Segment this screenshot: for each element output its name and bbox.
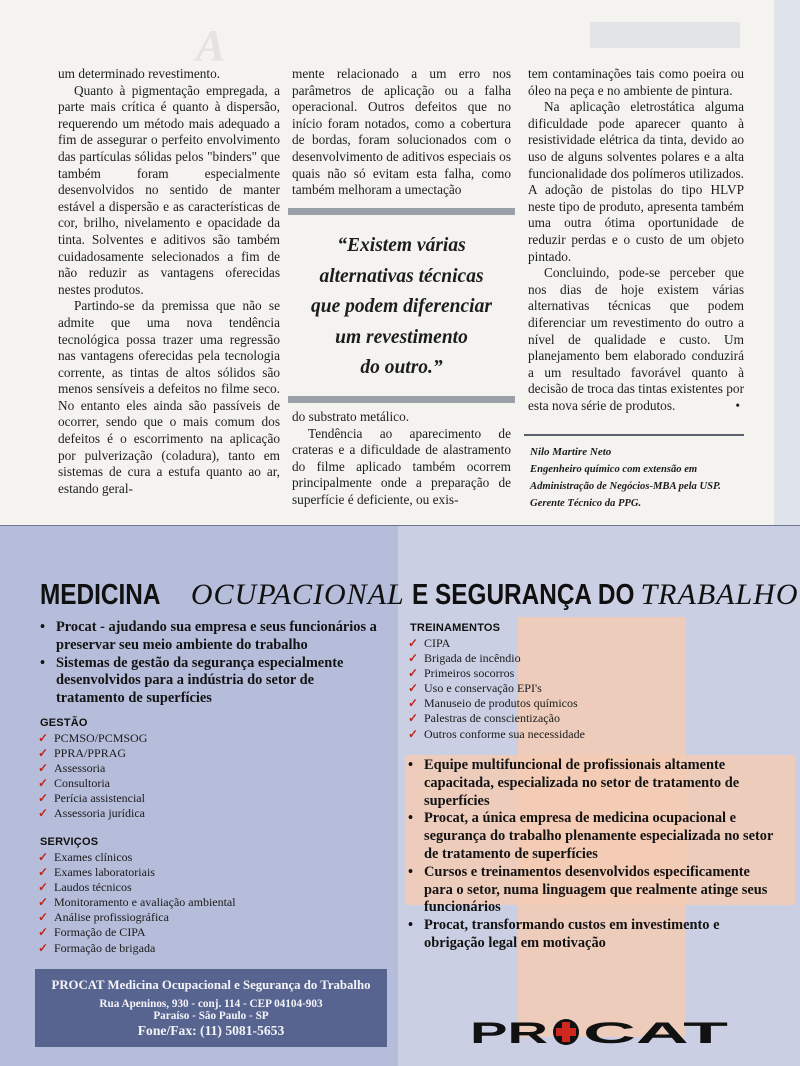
list-item: • Cursos e treinamentos desenvolvidos especificamente para o setor, numa linguagem que realmente atinge seus funcionários <box>406 864 781 917</box>
list-item: ✓ Monitoramento e avaliação ambiental <box>38 895 358 910</box>
address: Rua Apeninos, 930 - conj. 114 - CEP 04104-903 <box>99 998 323 1010</box>
treinamentos-heading: TREINAMENTOS <box>410 622 501 634</box>
svg-text:PR: PR <box>470 1017 549 1047</box>
ad-headline <box>40 577 799 613</box>
article-column-2-continued <box>292 409 511 509</box>
author-role: Gerente Técnico da PPG. <box>530 498 642 509</box>
ad-bullets-right <box>406 757 781 953</box>
list-item: ✓ Consultoria <box>38 776 338 791</box>
article-column-2 <box>292 66 511 199</box>
paragraph: tem contaminações tais como poeira ou óleo na peça e no ambiente de pintura. <box>528 66 744 98</box>
list-item: ✓ Uso e conservação EPI's <box>408 681 728 696</box>
city: Paraíso - São Paulo - SP <box>153 1010 269 1022</box>
list-item: ✓ Assessoria <box>38 761 338 776</box>
list-item: ✓ Perícia assistencial <box>38 791 338 806</box>
ad-bullets-left <box>38 619 378 708</box>
page-edge-strip <box>774 0 800 525</box>
paragraph: Partindo-se da premissa que não se admite que uma nova tendência tecnológica possa trazer uma regressão nas vantagens oferecidas pela tecnologia corrente, as tintas de altos sólidos são menos sensíveis a defeitos no filme seco. No entanto eles ainda são passíveis de ocorrer, sendo que o mais comum dos defeitos é o escorrimento na aplicação por pulverização (coladura), tanto em sistemas de cura a estufa quanto ao ar, estando geral- <box>58 298 280 496</box>
list-item: ✓ Formação de brigada <box>38 941 358 956</box>
bleed-through-mark: A <box>196 21 226 70</box>
list-item: ✓ PPRA/PPRAG <box>38 746 338 761</box>
pull-quote-line: alternativas técnicas <box>319 265 484 287</box>
list-item: ✓ Manuseio de produtos químicos <box>408 696 728 711</box>
procat-logo <box>470 1017 730 1047</box>
list-item: • Procat, a única empresa de medicina ocupacional e segurança do trabalho plenamente especializada no setor de tratamento de superfícies <box>406 810 781 863</box>
paragraph-text: Concluindo, pode-se perceber que nos dias de hoje existem várias alternativas técnicas que podem diferenciar um revestimento do outro a nível de qualidade e custo. Um planejamento bem elaborado conduzirá a um resultado favorável quanto à decisão de troca das tintas existentes por esta nova série de produtos. <box>528 265 744 413</box>
paragraph: Na aplicação eletrostática alguma dificuldade pode aparecer quanto à resistividade elétrica da tinta, devido ao uso de alguns solventes polares e a alta funcionalidade dos polímeros utilizados. A adoção de pistolas do tipo HLVP neste tipo de produto, apresenta também uma outra ótima oportunidade de reduzir perdas e o custo de um objeto pintado. <box>528 99 744 264</box>
procat-advertisement <box>0 525 800 1066</box>
pull-quote-line: “Existem várias <box>337 235 466 256</box>
end-mark: • <box>735 397 740 413</box>
paragraph: Tendência ao aparecimento de crateras e a dificuldade de alastramento do filme aplicado também ocorrem principalmente onde a preparação de superfície é deficiente, ou exis- <box>292 425 511 507</box>
list-item: ✓ Exames clínicos <box>38 850 358 865</box>
pull-quote-text <box>288 231 515 384</box>
list-item: ✓ Exames laboratoriais <box>38 865 358 880</box>
phone: Fone/Fax: (11) 5081-5653 <box>137 1023 285 1038</box>
article-column-1 <box>58 66 280 497</box>
gestao-list <box>38 731 338 822</box>
paragraph <box>528 265 744 414</box>
list-item: ✓ Formação de CIPA <box>38 925 358 940</box>
svg-text:CAT: CAT <box>583 1017 728 1047</box>
pull-quote-line: do outro.” <box>360 357 443 378</box>
contact-box <box>35 969 387 1047</box>
headline-word: TRABALHO <box>640 578 799 611</box>
paragraph: mente relacionado a um erro nos parâmetros de aplicação ou a falha operacional. Outros defeitos que no início foram notados, como a cobertura de bordas, foram solucionados com o desenvolvimento de aditivos especiais os quais não só evitam esta falha, como também melhoram a umectação <box>292 66 511 198</box>
servicos-heading: SERVIÇOS <box>40 836 99 848</box>
list-item: ✓ Brigada de incêndio <box>408 651 728 666</box>
article-section <box>0 0 800 525</box>
author-credential: Engenheiro químico com extensão em <box>530 464 698 475</box>
list-item: ✓ PCMSO/PCMSOG <box>38 731 338 746</box>
author-block <box>530 444 750 512</box>
servicos-list <box>38 850 358 956</box>
ad-top-rule <box>0 525 800 526</box>
list-item: ✓ Primeiros socorros <box>408 666 728 681</box>
paragraph: um determinado revestimento. <box>58 66 221 81</box>
treinamentos-list <box>408 636 728 742</box>
list-item: ✓ Laudos técnicos <box>38 880 358 895</box>
list-item: ✓ Análise profissiográfica <box>38 910 358 925</box>
article-column-3 <box>528 66 744 414</box>
pull-quote-line: que podem diferenciar <box>311 296 492 317</box>
paragraph: do substrato metálico. <box>292 409 410 424</box>
list-item: ✓ CIPA <box>408 636 728 651</box>
list-item: • Equipe multifuncional de profissionais altamente capacitada, especializada no setor de tratamento de superfícies <box>406 757 781 810</box>
list-item: • Sistemas de gestão da segurança especialmente desenvolvidos para a indústria do setor de tratamento de superfícies <box>38 655 378 708</box>
author-divider <box>524 434 744 436</box>
list-item: ✓ Outros conforme sua necessidade <box>408 727 728 742</box>
headline-word: MEDICINA <box>40 579 161 611</box>
headline-word: E SEGURANÇA DO <box>412 579 635 611</box>
pull-quote-line: um revestimento <box>335 326 468 348</box>
author-name: Nilo Martire Neto <box>530 446 612 458</box>
company-name: PROCAT Medicina Ocupacional e Segurança do Trabalho <box>51 978 371 992</box>
list-item: • Procat, transformando custos em investimento e obrigação legal em motivação <box>406 917 781 953</box>
paragraph: Quanto à pigmentação empregada, a parte mais crítica é quanto à dispersão, requerendo um método mais adequado a fim de assegurar o perfeito envolvimento das partículas sólidas pelos "binders" que também foram especialmente desenvolvidos no sentido de manter estável a dispersão e as características de cor, brilho, nivelamento e opacidade da tinta. Solventes e aditivos são também cuidadosamente selecionados a fim de não reduzir as vantagens oferecidas nestes produtos. <box>58 82 280 297</box>
list-item: ✓ Assessoria jurídica <box>38 806 338 821</box>
pull-quote <box>288 208 515 403</box>
gestao-heading: GESTÃO <box>40 717 88 729</box>
author-credential: Administração de Negócios-MBA pela USP. <box>530 481 721 492</box>
list-item: ✓ Palestras de conscientização <box>408 711 728 726</box>
headline-word: OCUPACIONAL <box>190 578 405 611</box>
list-item: • Procat - ajudando sua empresa e seus funcionários a preservar seu meio ambiente do trabalho <box>38 619 378 655</box>
section-tab <box>590 22 740 48</box>
